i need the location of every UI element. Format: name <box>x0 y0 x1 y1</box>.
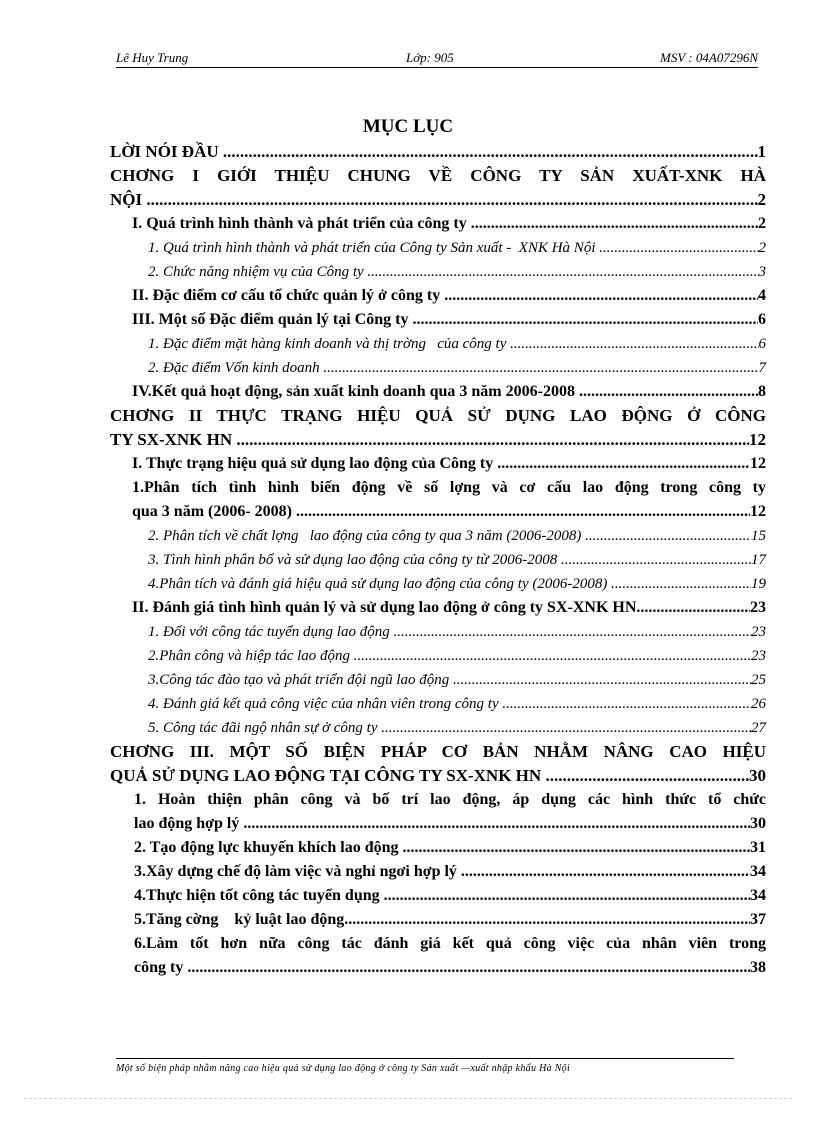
toc-entry-text: 2. Đặc điểm Vốn kinh doanh <box>148 360 324 376</box>
toc-entry[interactable] <box>110 788 766 836</box>
toc-page-number: 6 <box>758 311 766 328</box>
toc-entry-text: NỘI <box>110 190 147 209</box>
toc-page-number: 27 <box>751 720 766 736</box>
toc-entry-text: 4.Phân tích và đánh giá hiệu quả sử dụng lao động của công ty (2006-2008) <box>148 576 612 592</box>
toc-page-number: 25 <box>751 672 766 688</box>
toc-entry-text: 3.Xây dựng chế độ làm việc và nghỉ ngơi hợp lý <box>134 863 461 880</box>
toc-page-number: 30 <box>750 815 766 832</box>
toc-entry[interactable] <box>110 740 766 788</box>
toc-entry[interactable] <box>110 548 766 572</box>
toc-entry-text: qua 3 năm (2006- 2008) <box>132 503 297 520</box>
toc-entry-text: lao động hợp lý <box>134 815 244 832</box>
table-of-contents <box>110 140 766 980</box>
toc-entry-line1: 6.Làm tốt hơn nữa công tác đánh giá kết quả công việc của nhân viên trong <box>134 935 766 952</box>
toc-entry[interactable] <box>110 836 766 860</box>
toc-entry[interactable] <box>110 596 766 620</box>
toc-entry-text: 1. Đối với công tác tuyển dụng lao động <box>148 624 394 640</box>
toc-entry-text: I. Quá trình hình thành và phát triển của công ty <box>132 215 471 232</box>
toc-page-number: 2 <box>757 190 766 209</box>
toc-entry[interactable] <box>110 212 766 236</box>
toc-entry-text: 3.Công tác đào tạo và phát triển đội ngũ lao động <box>148 672 453 688</box>
toc-page-number: 19 <box>751 576 766 592</box>
toc-page-number: 2 <box>758 215 766 232</box>
toc-entry[interactable] <box>110 932 766 980</box>
toc-page-number: 1 <box>757 142 766 161</box>
toc-page-number: 12 <box>750 455 766 472</box>
toc-page-number: 30 <box>749 766 766 785</box>
toc-entry[interactable] <box>110 476 766 524</box>
toc-entry[interactable] <box>110 668 766 692</box>
header-author: Lê Huy Trung <box>116 50 189 65</box>
toc-entry[interactable] <box>110 884 766 908</box>
toc-entry[interactable] <box>110 236 766 260</box>
toc-page-number: 31 <box>750 839 766 856</box>
toc-entry[interactable] <box>110 908 766 932</box>
toc-entry[interactable] <box>110 356 766 380</box>
toc-entry-text: 4.Thực hiện tốt công tác tuyển dụng <box>134 887 384 904</box>
toc-entry-text: II. Đặc điểm cơ cấu tổ chức quản lý ở công ty <box>132 287 445 304</box>
toc-entry[interactable] <box>110 860 766 884</box>
toc-entry-text: III. Một số Đặc điểm quản lý tại Công ty <box>132 311 413 328</box>
toc-entry-text: II. Đánh giá tình hình quản lý và sử dụng lao động ở công ty SX-XNK HN <box>132 599 637 616</box>
page-header <box>116 49 758 68</box>
toc-entry-text: 2. Chức năng nhiệm vụ của Công ty <box>148 264 368 280</box>
toc-entry[interactable] <box>110 140 766 164</box>
toc-entry[interactable] <box>110 404 766 452</box>
toc-entry-text: 5.Tăng cờng kỷ luật lao động <box>134 911 345 928</box>
toc-entry-text: 2. Tạo động lực khuyến khích lao động <box>134 839 403 856</box>
toc-page-number: 15 <box>751 528 766 544</box>
toc-page-number: 4 <box>758 287 766 304</box>
toc-page-number: 12 <box>749 430 766 449</box>
toc-page-number: 12 <box>750 503 766 520</box>
toc-entry[interactable] <box>110 284 766 308</box>
toc-entry-text: 2.Phân công và hiệp tác lao động <box>148 648 354 664</box>
toc-entry-text: 5. Công tác đãi ngộ nhân sự ở công ty <box>148 720 382 736</box>
toc-entry-text: 1. Đặc điểm mặt hàng kinh doanh và thị trờng của công ty <box>148 336 511 352</box>
toc-page-number: 23 <box>751 624 766 640</box>
toc-entry-text: 1. Quá trình hình thành và phát triển của Công ty Sản xuất - XNK Hà Nội <box>148 240 600 256</box>
toc-entry[interactable] <box>110 692 766 716</box>
toc-title: MỤC LỤC <box>362 116 454 137</box>
toc-entry-text: TY SX-XNK HN <box>110 430 237 449</box>
toc-entry-line1: CHƠNG II THỰC TRẠNG HIỆU QUẢ SỬ DỤNG LAO ĐỘNG Ở CÔNG <box>110 406 766 425</box>
header-class: Lớp: 905 <box>406 50 454 65</box>
toc-entry[interactable] <box>110 260 766 284</box>
toc-page-number: 38 <box>750 959 766 976</box>
toc-page-number: 2 <box>758 240 766 256</box>
toc-page-number: 37 <box>750 911 766 928</box>
toc-page-number: 7 <box>758 360 766 376</box>
toc-entry-text: 2. Phân tích về chất lợng lao động của công ty qua 3 năm (2006-2008) <box>148 528 586 544</box>
toc-page-number: 3 <box>758 264 766 280</box>
toc-page-number: 34 <box>750 863 766 880</box>
toc-entry-text: 3. Tình hình phân bổ và sử dụng lao động của công ty từ 2006-2008 <box>148 552 562 568</box>
toc-page-number: 26 <box>751 696 766 712</box>
toc-page-number: 23 <box>750 599 766 616</box>
toc-entry[interactable] <box>110 524 766 548</box>
toc-entry[interactable] <box>110 620 766 644</box>
page-footer: Một số biện pháp nhằm nâng cao hiệu quả sử dụng lao động ở công ty Sản xuất —xuất nhập khẩu Hà Nội <box>116 1058 734 1075</box>
page-break-divider <box>24 1098 792 1099</box>
toc-entry-line1: 1.Phân tích tình hình biến động về số lợng và cơ cấu lao động trong công ty <box>132 479 766 496</box>
toc-entry[interactable] <box>110 308 766 332</box>
toc-entry-line1: CHƠNG III. MỘT SỐ BIỆN PHÁP CƠ BẢN NHẰM NÂNG CAO HIỆU <box>110 742 766 761</box>
toc-entry-text: QUẢ SỬ DỤNG LAO ĐỘNG TẠI CÔNG TY SX-XNK HN <box>110 766 546 785</box>
toc-entry[interactable] <box>110 644 766 668</box>
toc-entry[interactable] <box>110 332 766 356</box>
toc-entry-line1: 1. Hoàn thiện phân công và bố trí lao động, áp dụng các hình thức tổ chức <box>134 791 766 808</box>
toc-page-number: 17 <box>751 552 766 568</box>
toc-page-number: 23 <box>751 648 766 664</box>
toc-page-number: 34 <box>750 887 766 904</box>
toc-entry[interactable] <box>110 164 766 212</box>
toc-entry-text: LỜI NÓI ĐẦU <box>110 142 223 161</box>
toc-page-number: 8 <box>758 383 766 400</box>
toc-entry[interactable] <box>110 716 766 740</box>
toc-page-number: 6 <box>758 336 766 352</box>
header-student-id: MSV : 04A07296N <box>660 50 758 65</box>
toc-entry-text: 4. Đánh giá kết quả công việc của nhân viên trong công ty <box>148 696 503 712</box>
toc-entry-line1: CHƠNG I GIỚI THIỆU CHUNG VỀ CÔNG TY SẢN XUẤT-XNK HÀ <box>110 166 766 185</box>
toc-entry-text: công ty <box>134 959 188 976</box>
toc-entry[interactable] <box>110 380 766 404</box>
toc-entry[interactable] <box>110 452 766 476</box>
toc-entry[interactable] <box>110 572 766 596</box>
toc-entry-text: IV.Kết quả hoạt động, sản xuất kinh doanh qua 3 năm 2006-2008 <box>132 383 579 400</box>
toc-entry-text: I. Thực trạng hiệu quả sử dụng lao động của Công ty <box>132 455 498 472</box>
